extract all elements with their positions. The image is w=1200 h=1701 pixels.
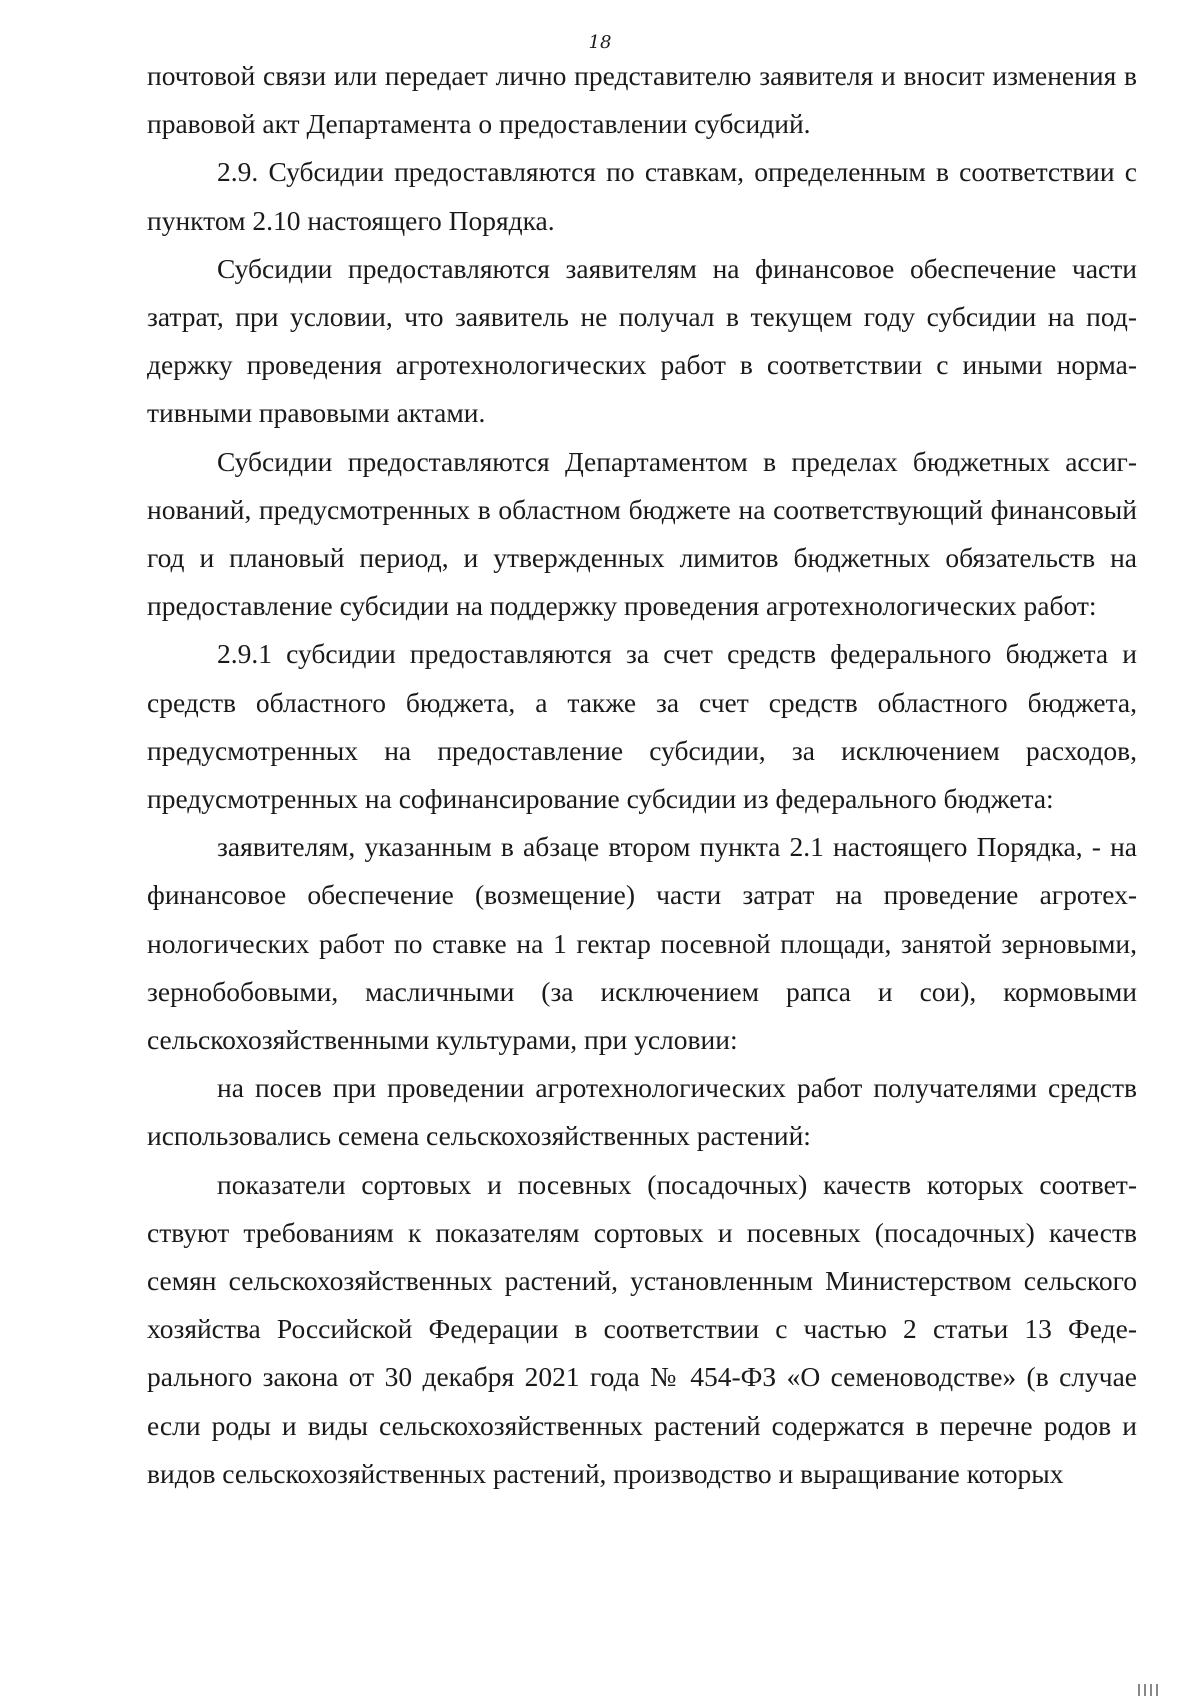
scan-edge-marks (1138, 1683, 1178, 1697)
paragraph-2-9: 2.9. Субсидии предоставляются по ставкам, определенным в соответствии с пунктом 2.10 настоящего Порядка. (147, 156, 1137, 236)
document-body (147, 52, 1137, 1498)
paragraph-2-9-1: 2.9.1 субсидии предоставляются за счет средств федерального бюджета и средств областного бюджета, а также за счет средств областного бюджета, предусмотренных на предоставление субсидии, за исключением расходов, предусмотренных на софинансирование субсидии из федерального бюджета: (147, 638, 1137, 815)
paragraph-seeds-used: на посев при проведении агротехнологических работ получателями средств использовались семена сельскохозяйственных растений: (147, 1072, 1137, 1152)
paragraph-continuation: почтовой связи или передает лично представителю заявителя и вносит изменения в правовой акт Департамента о предоставлении субсидий. (147, 60, 1137, 140)
paragraph-applicants-rate: заявителям, указанным в абзаце втором пункта 2.1 настоящего Порядка, - на финансовое обеспечение (возмещение) части затрат на проведение агротехнологических работ по ставке на 1 гектар посевной площади, занятой зерновыми, зернобобовыми, масличными (за исключением рапса и сои), кормовыми сельскохозяйственными культурами, при условии: (147, 831, 1137, 1056)
paragraph-subsidies-conditions: Субсидии предоставляются заявителям на финансовое обеспечение части затрат, при условии, что заявитель не получал в текущем году субсидии на поддержку проведения агротехнологических работ в соответствии с иными нормативными правовыми актами. (147, 252, 1137, 429)
page-number: 18 (588, 32, 612, 53)
paragraph-budget-limits: Субсидии предоставляются Департаментом в пределах бюджетных ассигнований, предусмотренных в областном бюджете на соответствующий финансовый год и плановый период, и утвержденных лимитов бюджетных обязательств на предоставление субсидии на поддержку проведения агротехнологических работ: (147, 445, 1137, 622)
paragraph-seed-quality: показатели сортовых и посевных (посадочных) качеств которых соответствуют требованиям к показателям сортовых и посевных (посадочных) качеств семян сельскохозяйственных растений, установленным Министерством сельского хозяйства Российской Федерации в соответствии с частью 2 статьи 13 Федерального закона от 30 декабря 2021 года № 454-ФЗ «О семеноводстве» (в случае если роды и виды сельскохозяйственных растений содержатся в перечне родов и видов сельскохозяйственных растений, производство и выращивание которых (147, 1168, 1137, 1489)
